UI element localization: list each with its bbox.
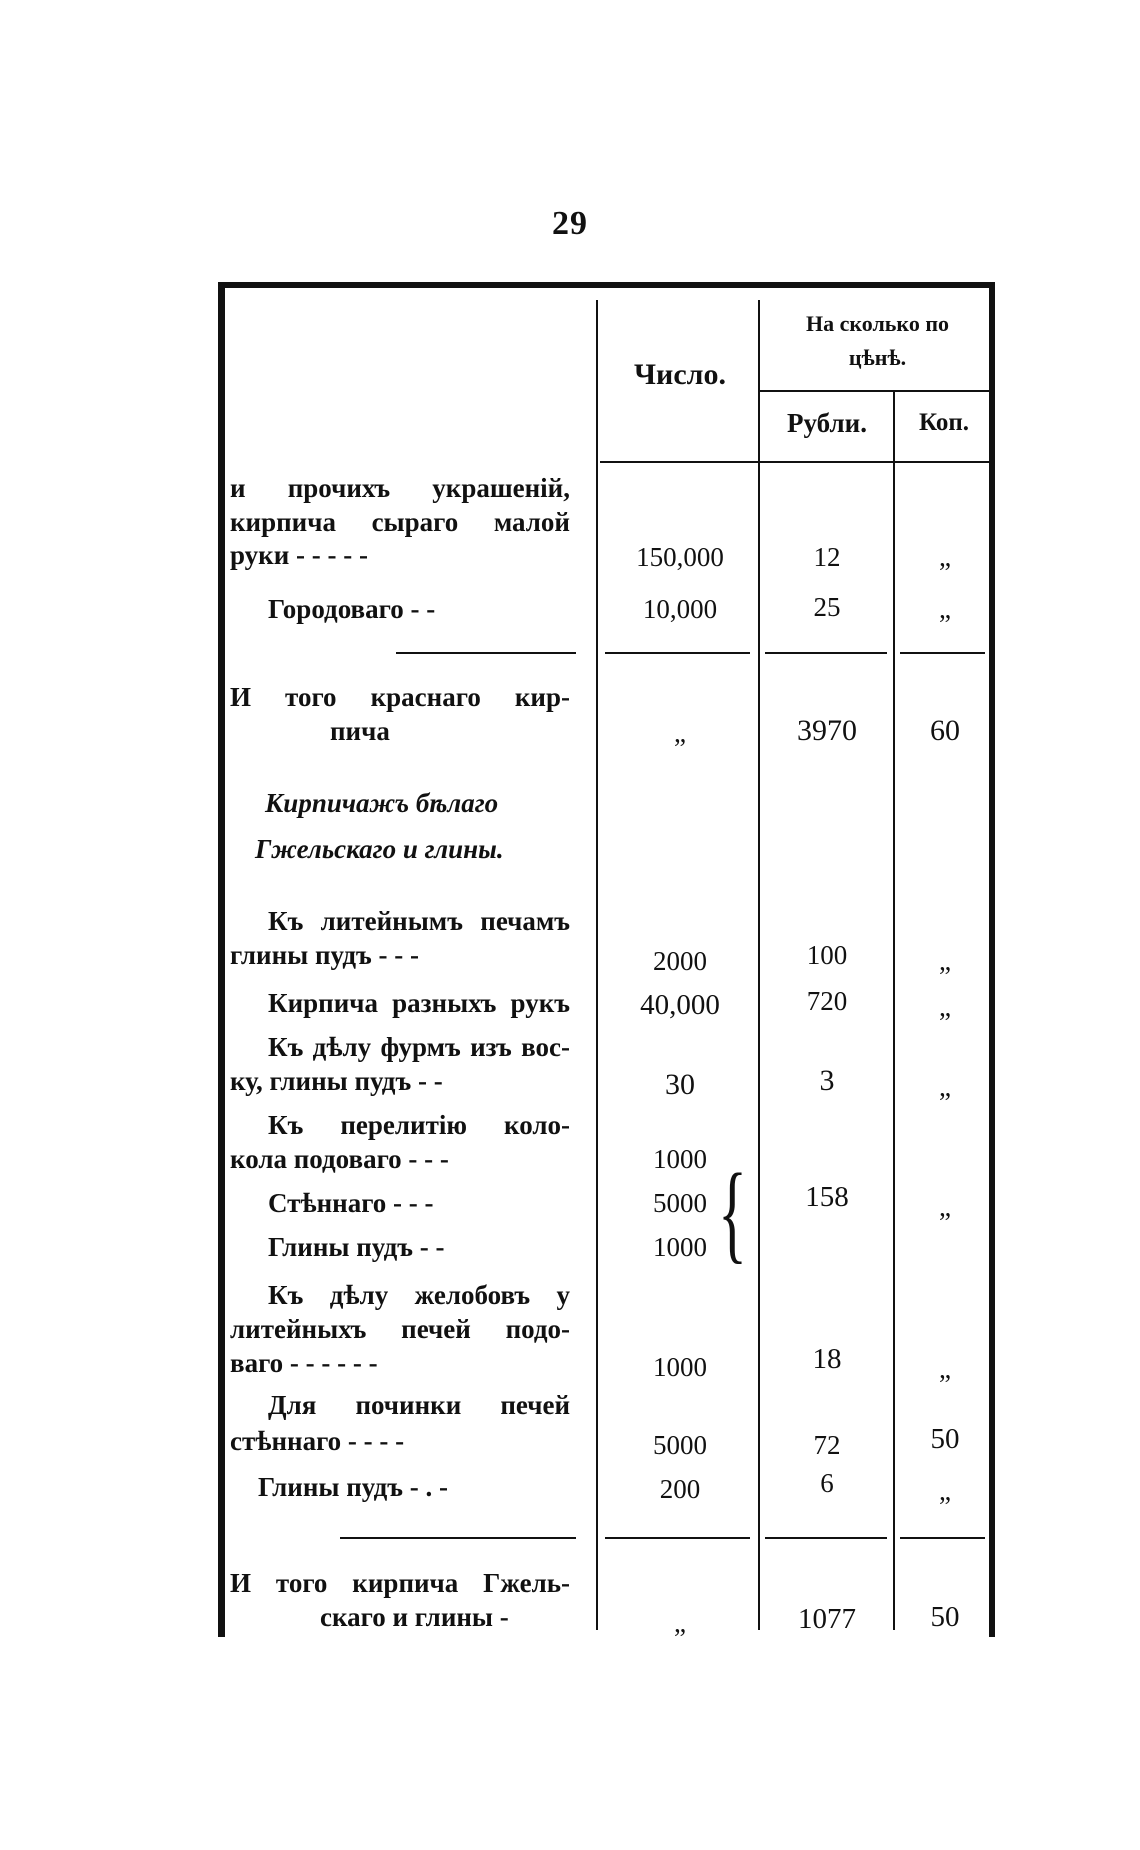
- row-desc-line: Для починки печей: [268, 1390, 570, 1420]
- row-kopeks: „: [939, 946, 951, 976]
- header-kopeks: Коп.: [918, 409, 970, 436]
- row-rubles: 158: [805, 1181, 849, 1213]
- row-desc-line: кирпича сыраго малой: [230, 507, 570, 537]
- table-left-border: [218, 282, 225, 1637]
- subtotal-rule-2-num: [605, 1537, 750, 1539]
- subtotal-rule-1-rub: [765, 652, 887, 654]
- row-number: 5000: [653, 1430, 707, 1460]
- subtotal-rule-2-rub: [765, 1537, 887, 1539]
- subtotal-rule-2: [340, 1537, 576, 1539]
- row-number: 2000: [653, 946, 707, 976]
- page-number: 29: [552, 205, 588, 242]
- row-desc-line: руки - - - - -: [230, 540, 368, 570]
- row-kopeks: 60: [930, 714, 960, 747]
- subtotal-rule-1: [396, 652, 576, 654]
- subtotal-rule-1-kop: [900, 652, 985, 654]
- row-kopeks: 50: [930, 1601, 960, 1633]
- row-kopeks: „: [939, 1072, 951, 1102]
- row-desc-line: кола подоваго - - -: [230, 1144, 449, 1174]
- row-number: 200: [659, 1474, 701, 1504]
- row-desc-line: И того кирпича Гжель-: [230, 1568, 570, 1598]
- row-kopeks: „: [939, 1354, 951, 1384]
- row-desc-line: стѣннаго - - - -: [230, 1426, 405, 1456]
- row-desc-line: ку, глины пудъ - -: [230, 1066, 443, 1096]
- header-price: На сколько по цѣнѣ.: [805, 311, 949, 370]
- row-kopeks: 50: [930, 1423, 960, 1455]
- row-desc-line: пича: [330, 716, 390, 746]
- row-kopeks: „: [939, 1476, 951, 1506]
- row-number: 10,000: [642, 594, 718, 624]
- table-top-border: [218, 282, 994, 288]
- row-kopeks: „: [939, 992, 951, 1022]
- row-rubles: 3: [819, 1064, 835, 1097]
- row-rubles: 25: [813, 592, 841, 622]
- header-number: Число.: [634, 358, 726, 391]
- row-desc-line: Къ литейнымъ печамъ: [268, 906, 570, 936]
- row-rubles: 3970: [797, 714, 857, 747]
- row-desc-line: Стѣннаго - - -: [268, 1188, 434, 1218]
- row-number: 5000: [653, 1188, 707, 1218]
- grouping-brace: {: [718, 1151, 748, 1273]
- row-rubles: 100: [806, 940, 848, 970]
- row-desc-line: глины пудъ - - -: [230, 940, 419, 970]
- row-rubles: 6: [820, 1468, 834, 1498]
- header-bottom-rule: [600, 461, 990, 463]
- subtotal-rule-2-kop: [900, 1537, 985, 1539]
- row-rubles: 12: [813, 542, 841, 572]
- row-desc-line: и прочихъ украшеній,: [230, 473, 570, 503]
- row-desc-line: Къ дѣлу желобовъ у: [268, 1280, 570, 1310]
- row-number: 1000: [653, 1232, 707, 1262]
- row-rubles: 720: [806, 986, 848, 1016]
- row-number: 1000: [653, 1352, 707, 1382]
- row-rubles: 1077: [798, 1603, 856, 1635]
- row-number: 150,000: [636, 542, 724, 572]
- row-number: 30: [665, 1068, 695, 1101]
- section-heading-line: Гжельскаго и глины.: [255, 834, 504, 864]
- subtotal-rule-1-num: [605, 652, 750, 654]
- section-heading-line: Кирпичажъ бѣлаго: [265, 788, 499, 818]
- row-rubles: 72: [813, 1430, 841, 1460]
- row-desc-line: скаго и глины -: [320, 1602, 509, 1632]
- divider-desc-number: [596, 300, 598, 1630]
- row-number: „: [674, 1608, 686, 1638]
- row-desc-line: литейныхъ печей подо-: [230, 1314, 570, 1344]
- header-price-underline: [760, 390, 990, 392]
- row-desc-line: Кирпича разныхъ рукъ: [268, 988, 570, 1018]
- row-kopeks: „: [939, 1192, 951, 1222]
- row-kopeks: „: [939, 542, 951, 572]
- header-rubles: Рубли.: [787, 408, 867, 438]
- row-desc-line: Городоваго - -: [268, 594, 436, 624]
- row-desc-line: И того краснаго кир-: [230, 682, 570, 712]
- row-desc-line: Къ дѣлу фурмъ изъ вос-: [268, 1032, 570, 1062]
- row-rubles: 18: [812, 1343, 842, 1375]
- row-desc-line: Глины пудъ - . -: [258, 1472, 448, 1502]
- row-desc-line: ваго - - - - - -: [230, 1348, 378, 1378]
- row-number: „: [674, 718, 686, 748]
- row-desc-line: Глины пудъ - -: [268, 1232, 445, 1262]
- row-number: 1000: [653, 1144, 707, 1174]
- row-kopeks: „: [939, 594, 951, 624]
- row-desc-line: Къ перелитію коло-: [268, 1110, 570, 1140]
- row-number: 40,000: [640, 989, 720, 1021]
